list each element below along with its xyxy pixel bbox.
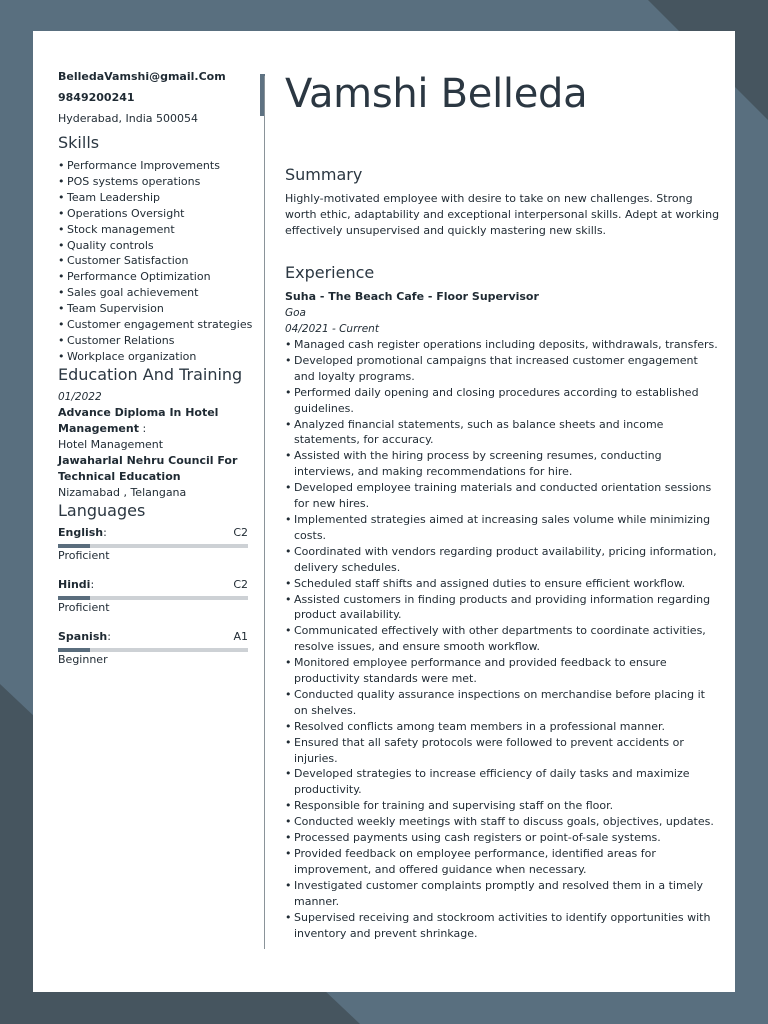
candidate-name: Vamshi Belleda xyxy=(285,71,588,117)
skill-item: • POS systems operations xyxy=(58,174,248,190)
summary-heading: Summary xyxy=(285,165,363,184)
job-dates: 04/2021 - Current xyxy=(285,323,379,335)
language-row xyxy=(58,526,248,540)
job-location: Goa xyxy=(285,307,306,319)
language-level-bar-fill xyxy=(58,596,90,600)
skills-heading: Skills xyxy=(58,133,100,152)
job-bullet: • Performed daily opening and closing procedures according to established guidelines. xyxy=(285,385,720,417)
resume-page xyxy=(33,31,735,992)
degree-suffix: : xyxy=(138,421,147,435)
job-bullet: • Ensured that all safety protocols were followed to prevent accidents or injuries. xyxy=(285,735,720,767)
skill-item: • Customer engagement strategies xyxy=(58,317,248,333)
job-bullet: • Developed employee training materials and conducted orientation sessions for new hires. xyxy=(285,480,720,512)
degree-line-2: Management xyxy=(58,421,139,435)
school-line-1: Jawaharlal Nehru Council For xyxy=(58,453,238,467)
degree-line-1: Advance Diploma In Hotel xyxy=(58,405,219,419)
skill-item: • Stock management xyxy=(58,222,248,238)
education-heading: Education And Training xyxy=(58,364,243,384)
languages-list xyxy=(58,526,248,668)
skill-item: • Performance Optimization xyxy=(58,269,248,285)
job-bullet: • Monitored employee performance and provided feedback to ensure productivity standards were met. xyxy=(285,655,720,687)
language-level-bar-fill xyxy=(58,544,90,548)
experience-entry xyxy=(285,289,720,941)
language-level-bar xyxy=(58,596,248,600)
language-level-bar-fill xyxy=(58,648,90,652)
job-bullet: • Assisted with the hiring process by screening resumes, conducting interviews, and making recommendations for hire. xyxy=(285,448,720,480)
language-name: Hindi xyxy=(58,577,91,591)
address-text: Hyderabad, India 500054 xyxy=(58,112,198,125)
job-bullet: • Provided feedback on employee performance, identified areas for improvement, and offered guidance when necessary. xyxy=(285,846,720,878)
school-line-2: Technical Education xyxy=(58,469,181,483)
language-colon: : xyxy=(107,629,111,643)
languages-heading: Languages xyxy=(58,500,146,520)
job-bullet: • Responsible for training and supervising staff on the floor. xyxy=(285,798,720,814)
phone-text: 9849200241 xyxy=(58,91,135,104)
job-bullet: • Supervised receiving and stockroom activities to identify opportunities with inventory and prevent shrinkage. xyxy=(285,910,720,942)
summary-text: Highly-motivated employee with desire to take on new challenges. Strong worth ethic, adaptability and exceptional interpersonal skills. Adept at working effectively unsupervised and quickly mastering new skills. xyxy=(285,192,720,237)
education-date: 01/2022 xyxy=(58,390,102,403)
education-field: Hotel Management xyxy=(58,437,164,451)
language-level: Beginner xyxy=(58,652,108,666)
skills-list xyxy=(58,158,253,365)
job-bullet: • Conducted quality assurance inspections on merchandise before placing it on shelves. xyxy=(285,687,720,719)
job-bullet: • Communicated effectively with other departments to coordinate activities, resolve issues, and ensure smooth workflow. xyxy=(285,623,720,655)
job-title: Suha - The Beach Cafe - Floor Supervisor xyxy=(285,290,539,303)
language-name: English xyxy=(58,525,104,539)
column-divider xyxy=(264,76,265,949)
skill-item: • Operations Oversight xyxy=(58,206,248,222)
language-name: Spanish xyxy=(58,629,108,643)
experience-heading: Experience xyxy=(285,263,375,282)
language-level: Proficient xyxy=(58,548,110,562)
job-bullet: • Conducted weekly meetings with staff to discuss goals, objectives, updates. xyxy=(285,814,720,830)
job-bullet: • Analyzed financial statements, such as balance sheets and income statements, for accuracy. xyxy=(285,417,720,449)
job-bullet: • Developed strategies to increase efficiency of daily tasks and maximize productivity. xyxy=(285,766,720,798)
job-bullet: • Assisted customers in finding products and providing information regarding product availability. xyxy=(285,592,720,624)
skill-item: • Workplace organization xyxy=(58,349,248,365)
job-bullets xyxy=(285,337,720,941)
job-bullet: • Coordinated with vendors regarding product availability, pricing information, delivery schedules. xyxy=(285,544,720,576)
job-bullet: • Implemented strategies aimed at increasing sales volume while minimizing costs. xyxy=(285,512,720,544)
language-row xyxy=(58,630,248,644)
skill-item: • Quality controls xyxy=(58,238,248,254)
skill-item: • Sales goal achievement xyxy=(58,285,248,301)
sidebar xyxy=(58,70,253,682)
job-bullet: • Investigated customer complaints promptly and resolved them in a timely manner. xyxy=(285,878,720,910)
language-level: Proficient xyxy=(58,600,110,614)
skill-item: • Customer Satisfaction xyxy=(58,253,248,269)
skill-item: • Team Supervision xyxy=(58,301,248,317)
language-level-code: C2 xyxy=(233,577,248,591)
language-level-bar xyxy=(58,648,248,652)
job-bullet: • Managed cash register operations including deposits, withdrawals, transfers. xyxy=(285,337,720,353)
skill-item: • Customer Relations xyxy=(58,333,248,349)
skill-item: • Team Leadership xyxy=(58,190,248,206)
education-location: Nizamabad , Telangana xyxy=(58,485,187,499)
job-bullet: • Scheduled staff shifts and assigned duties to ensure efficient workflow. xyxy=(285,576,720,592)
job-bullet: • Processed payments using cash registers or point-of-sale systems. xyxy=(285,830,720,846)
language-colon: : xyxy=(90,577,95,591)
email-text: BelledaVamshi@gmail.Com xyxy=(58,70,226,83)
skill-item: • Performance Improvements xyxy=(58,158,248,174)
language-row xyxy=(58,578,248,592)
language-colon: : xyxy=(103,525,107,539)
job-bullet: • Developed promotional campaigns that increased customer engagement and loyalty programs. xyxy=(285,353,720,385)
language-level-code: C2 xyxy=(233,525,248,539)
job-bullet: • Resolved conflicts among team members in a professional manner. xyxy=(285,719,720,735)
language-level-code: A1 xyxy=(233,629,248,643)
language-level-bar xyxy=(58,544,248,548)
